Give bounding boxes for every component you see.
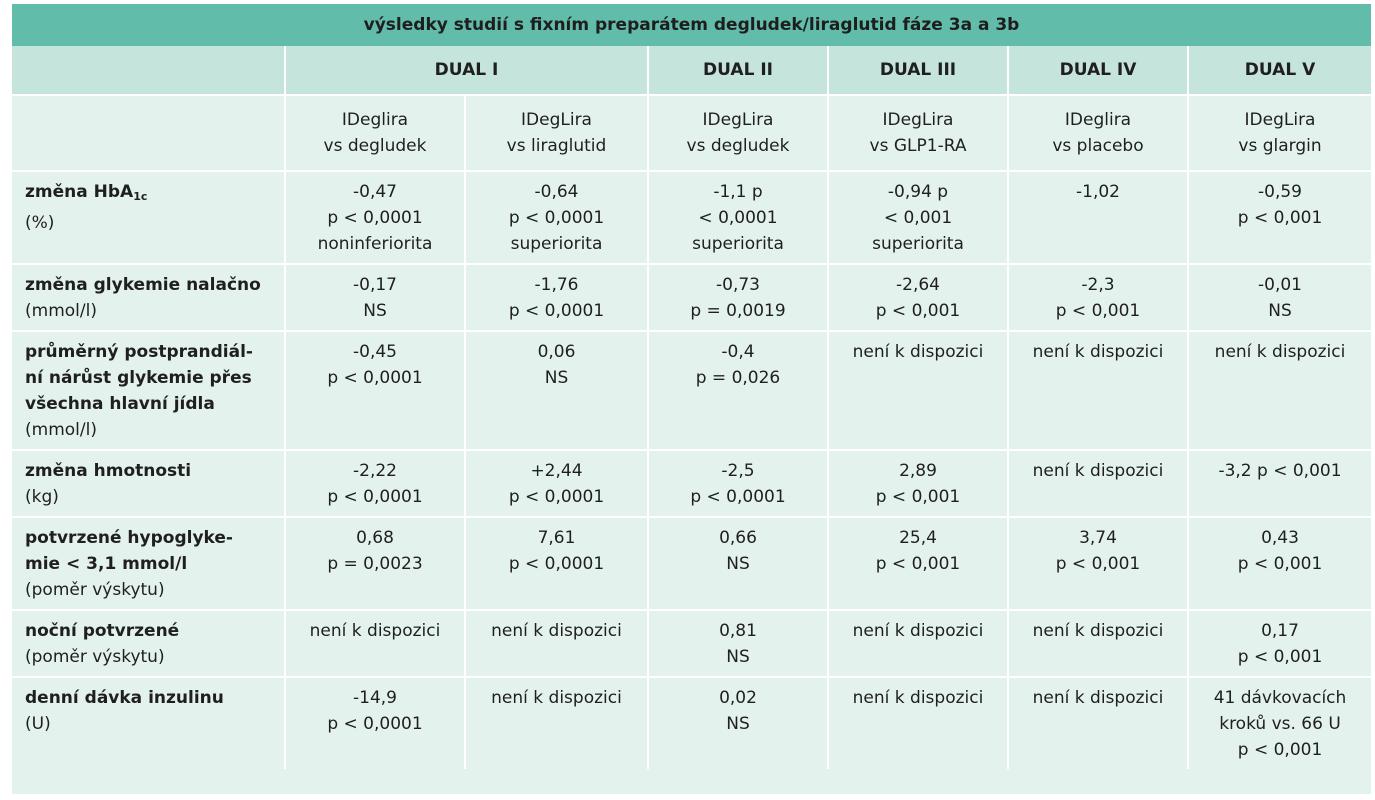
results-table-container — [12, 4, 1371, 794]
cell-value: -0,45 p < 0,0001 — [327, 342, 423, 388]
comparison-label: IDegLira vs GLP1-RA — [869, 110, 967, 156]
cell-value: -2,22 p < 0,0001 — [327, 461, 423, 507]
comparison-label: IDeglira vs placebo — [1052, 110, 1144, 156]
row-label-text: změna HbA — [25, 182, 134, 202]
cell-value: 25,4 p < 0,001 — [875, 528, 961, 574]
table-cell — [465, 677, 648, 769]
table-cell — [285, 450, 465, 517]
cell-value: -0,01 NS — [1258, 275, 1302, 321]
table-row — [12, 517, 1371, 610]
row-label-text: změna hmotnosti — [25, 461, 192, 481]
table-cell — [465, 171, 648, 264]
row-label — [25, 179, 278, 210]
cell-value: 0,17 p < 0,001 — [1237, 621, 1323, 667]
row-label-cell — [12, 450, 285, 517]
table-cell — [465, 331, 648, 450]
cell-value: -0,4 p = 0,026 — [695, 342, 781, 388]
table-cell — [285, 610, 465, 677]
cell-value: 0,66 NS — [719, 528, 757, 574]
table-cell — [1188, 264, 1371, 331]
cell-value: není k dispozici — [1032, 621, 1164, 641]
cell-value: není k dispozici — [1214, 342, 1346, 362]
row-label-text: noční potvrzené — [25, 621, 180, 641]
table-cell — [465, 264, 648, 331]
table-cell — [1188, 450, 1371, 517]
cell-value: není k dispozici — [491, 688, 622, 708]
row-unit: (U) — [25, 714, 51, 734]
cell-value: 0,68 p = 0,0023 — [327, 528, 423, 574]
table-cell — [648, 171, 828, 264]
comparison-label: IDegLira vs glargin — [1238, 110, 1322, 156]
table-cell — [648, 264, 828, 331]
results-table — [12, 4, 1371, 769]
cell-value: -0,73 p = 0,0019 — [690, 275, 786, 321]
study-header: DUAL V — [1188, 46, 1371, 95]
row-label-text: potvrzené hypoglyke- mie < 3,1 mmol/l — [25, 528, 233, 574]
row-label-cell — [12, 171, 285, 264]
cell-value: -1,76 p < 0,0001 — [508, 275, 605, 321]
comparison-label: IDeglira vs degludek — [323, 110, 427, 156]
cell-value: 0,43 p < 0,001 — [1237, 528, 1323, 574]
table-cell — [828, 264, 1008, 331]
table-cell — [1008, 677, 1188, 769]
row-unit: (poměr výskytu) — [25, 580, 165, 600]
table-cell — [828, 331, 1008, 450]
table-cell — [1008, 331, 1188, 450]
comparison-label: IDegLira vs degludek — [686, 110, 790, 156]
table-cell — [285, 264, 465, 331]
row-label-cell — [12, 517, 285, 610]
comparison-header — [1008, 95, 1188, 171]
table-cell — [1008, 264, 1188, 331]
comparison-corner — [12, 95, 285, 171]
table-cell — [648, 517, 828, 610]
cell-value: -2,5 p < 0,0001 — [690, 461, 786, 507]
table-cell — [1188, 517, 1371, 610]
row-label-cell — [12, 331, 285, 450]
table-row — [12, 677, 1371, 769]
cell-value: 41 dávkovacích kroků vs. 66 U p < 0,001 — [1213, 688, 1347, 760]
row-unit: (mmol/l) — [25, 420, 97, 440]
cell-value: 0,02 NS — [719, 688, 757, 734]
table-row — [12, 171, 1371, 264]
row-label — [25, 618, 278, 644]
row-unit: (mmol/l) — [25, 301, 97, 321]
table-cell — [1188, 610, 1371, 677]
row-label — [25, 525, 278, 577]
cell-value: -2,3 p < 0,001 — [1055, 275, 1141, 321]
study-header: DUAL IV — [1008, 46, 1188, 95]
cell-value: není k dispozici — [1032, 342, 1164, 362]
cell-value: -14,9 p < 0,0001 — [327, 688, 423, 734]
comparison-header — [285, 95, 465, 171]
row-label — [25, 339, 278, 417]
comparison-label: IDegLira vs liraglutid — [506, 110, 607, 156]
table-cell — [648, 331, 828, 450]
cell-value: není k dispozici — [1032, 461, 1164, 481]
cell-value: -0,59 p < 0,001 — [1237, 182, 1323, 228]
table-cell — [285, 171, 465, 264]
cell-value: +2,44 p < 0,0001 — [508, 461, 605, 507]
table-cell — [648, 450, 828, 517]
table-cell — [1188, 171, 1371, 264]
study-header: DUAL II — [648, 46, 828, 95]
table-cell — [1008, 171, 1188, 264]
row-label-text: průměrný postprandiál- ní nárůst glykemie přes všechna hlavní jídla — [25, 342, 253, 414]
table-cell — [465, 517, 648, 610]
cell-value: 0,81 NS — [719, 621, 757, 667]
row-label — [25, 272, 278, 298]
table-cell — [1008, 450, 1188, 517]
table-title: výsledky studií s fixním preparátem degludek/liraglutid fáze 3a a 3b — [12, 4, 1371, 46]
table-cell — [648, 610, 828, 677]
row-label-cell — [12, 264, 285, 331]
row-label-text: denní dávka inzulinu — [25, 688, 224, 708]
table-cell — [828, 677, 1008, 769]
row-unit: (kg) — [25, 487, 59, 507]
cell-value: -0,94 p < 0,001 superiorita — [872, 182, 964, 254]
table-cell — [648, 677, 828, 769]
table-cell — [1188, 677, 1371, 769]
cell-value: 0,06 NS — [537, 342, 576, 388]
cell-value: -1,02 — [1076, 182, 1120, 202]
table-cell — [285, 331, 465, 450]
cell-value: -0,64 p < 0,0001 superiorita — [508, 182, 605, 254]
comparison-header — [828, 95, 1008, 171]
table-cell — [828, 450, 1008, 517]
cell-value: -0,17 NS — [353, 275, 397, 321]
row-label — [25, 458, 278, 484]
row-label-subscript: 1c — [133, 190, 148, 203]
row-label-text: změna glykemie nalačno — [25, 275, 261, 295]
cell-value: není k dispozici — [309, 621, 441, 641]
cell-value: není k dispozici — [852, 621, 984, 641]
cell-value: -0,47 p < 0,0001 noninferiorita — [317, 182, 433, 254]
study-header: DUAL III — [828, 46, 1008, 95]
comparison-header — [648, 95, 828, 171]
cell-value: -1,1 p < 0,0001 superiorita — [692, 182, 784, 254]
comparison-header — [465, 95, 648, 171]
cell-value: není k dispozici — [852, 342, 984, 362]
table-cell — [1188, 331, 1371, 450]
row-label — [25, 685, 278, 711]
table-cell — [285, 677, 465, 769]
row-unit: (%) — [25, 213, 55, 233]
cell-value: není k dispozici — [852, 688, 984, 708]
table-cell — [465, 450, 648, 517]
table-cell — [828, 610, 1008, 677]
cell-value: 3,74 p < 0,001 — [1055, 528, 1141, 574]
header-corner — [12, 46, 285, 95]
table-cell — [828, 171, 1008, 264]
comparison-header — [1188, 95, 1371, 171]
table-cell — [1008, 517, 1188, 610]
cell-value: není k dispozici — [491, 621, 622, 641]
row-label-cell — [12, 610, 285, 677]
table-row — [12, 610, 1371, 677]
table-cell — [828, 517, 1008, 610]
table-row — [12, 450, 1371, 517]
cell-value: -2,64 p < 0,001 — [875, 275, 961, 321]
study-header: DUAL I — [285, 46, 648, 95]
row-unit: (poměr výskytu) — [25, 647, 165, 667]
row-label-cell — [12, 677, 285, 769]
table-cell — [1008, 610, 1188, 677]
table-cell — [465, 610, 648, 677]
table-cell — [285, 517, 465, 610]
cell-value: -3,2 p < 0,001 — [1218, 461, 1342, 481]
table-row — [12, 264, 1371, 331]
table-row — [12, 331, 1371, 450]
cell-value: 2,89 p < 0,001 — [875, 461, 961, 507]
cell-value: není k dispozici — [1032, 688, 1164, 708]
cell-value: 7,61 p < 0,0001 — [508, 528, 605, 574]
